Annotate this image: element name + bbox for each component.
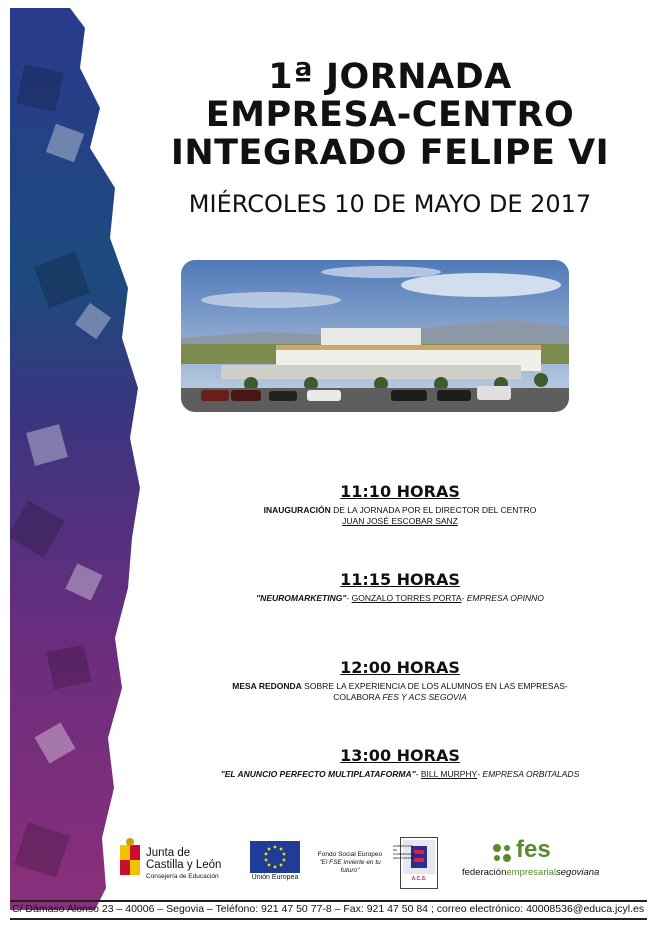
title-line-2: EMPRESA-CENTRO	[205, 95, 575, 135]
session-speaker: GONZALO TORRES PORTA	[351, 593, 462, 603]
eu-label: Unión Europea	[251, 874, 299, 881]
jcyl-name-1: Junta de	[146, 847, 191, 859]
session-time: 12:00 HORAS	[340, 658, 460, 677]
title-line-3: INTEGRADO FELIPE VI	[170, 133, 610, 173]
session-separator: -	[346, 593, 352, 603]
session-collaborators: FES Y ACS SEGOVIA	[382, 692, 467, 702]
session-4	[140, 746, 658, 780]
session-speaker: BILL MURPHY	[420, 769, 478, 779]
session-time: 11:15 HORAS	[340, 570, 460, 589]
acs-side-3: SEGOVIANOS	[393, 856, 414, 860]
jcyl-logo	[146, 847, 221, 883]
event-title	[140, 58, 640, 172]
fse-name: Fondo Social Europeo	[317, 851, 383, 858]
acs-logo	[393, 837, 438, 889]
session-1	[140, 482, 658, 527]
jcyl-shield-icon	[118, 837, 142, 879]
session-2	[140, 570, 658, 604]
session-collaboration: COLABORA	[333, 692, 383, 702]
session-highlight: MESA REDONDA	[232, 681, 302, 691]
session-speaker: JUAN JOSÉ ESCOBAR SANZ	[342, 516, 458, 526]
session-topic: "EL ANUNCIO PERFECTO MULTIPLATAFORMA"	[220, 769, 416, 779]
acs-side-1: AGRUPACIÓN DE	[393, 844, 413, 852]
session-separator: -	[415, 769, 421, 779]
fes-sub-1: federación	[462, 867, 507, 878]
session-topic: "NEUROMARKETING"	[256, 593, 347, 603]
session-description: DE LA JORNADA POR EL DIRECTOR DEL CENTRO	[330, 505, 537, 515]
acs-side-text	[393, 844, 418, 860]
fes-wordmark: fes	[516, 836, 551, 863]
jcyl-department: Consejería de Educación	[146, 873, 219, 880]
event-date: MIÉRCOLES 10 DE MAYO DE 2017	[188, 190, 592, 218]
fes-dots-icon	[492, 843, 516, 863]
acs-side-2: COMERCIANTES	[393, 852, 418, 856]
session-time: 13:00 HORAS	[340, 746, 460, 765]
title-line-1: 1ª JORNADA	[268, 57, 512, 97]
session-description: SOBRE LA EXPERIENCIA DE LOS ALUMNOS EN LAS EMPRESAS-	[301, 681, 568, 691]
session-company: - EMPRESA ORBITALADS	[477, 769, 580, 779]
jcyl-name-2: Castilla y León	[146, 859, 222, 871]
fes-sub-3: segoviana	[556, 867, 600, 878]
fes-subtitle	[462, 867, 599, 878]
session-3	[140, 658, 658, 703]
building-photo	[181, 260, 569, 412]
decorative-mosaic-strip	[10, 8, 140, 910]
fse-logo	[310, 851, 390, 875]
eu-flag-icon	[250, 841, 300, 873]
session-highlight: INAUGURACIÓN	[263, 505, 331, 515]
acs-acronym: A.C.S.	[411, 876, 427, 882]
contact-footer: C/ Dámaso Alonso 23 – 40006 – Segovia – Teléfono: 921 47 50 77-8 – Fax: 921 47 50 84 ; correo electrónico: 40008536@educa.jcyl.es	[10, 900, 647, 920]
sponsor-logos	[110, 835, 650, 893]
session-time: 11:10 HORAS	[340, 482, 460, 501]
fse-slogan: "El FSE invierte en tu futuro"	[319, 859, 381, 874]
session-company: - EMPRESA OPINNO	[461, 593, 544, 603]
fes-sub-2: empresarial	[506, 867, 557, 878]
